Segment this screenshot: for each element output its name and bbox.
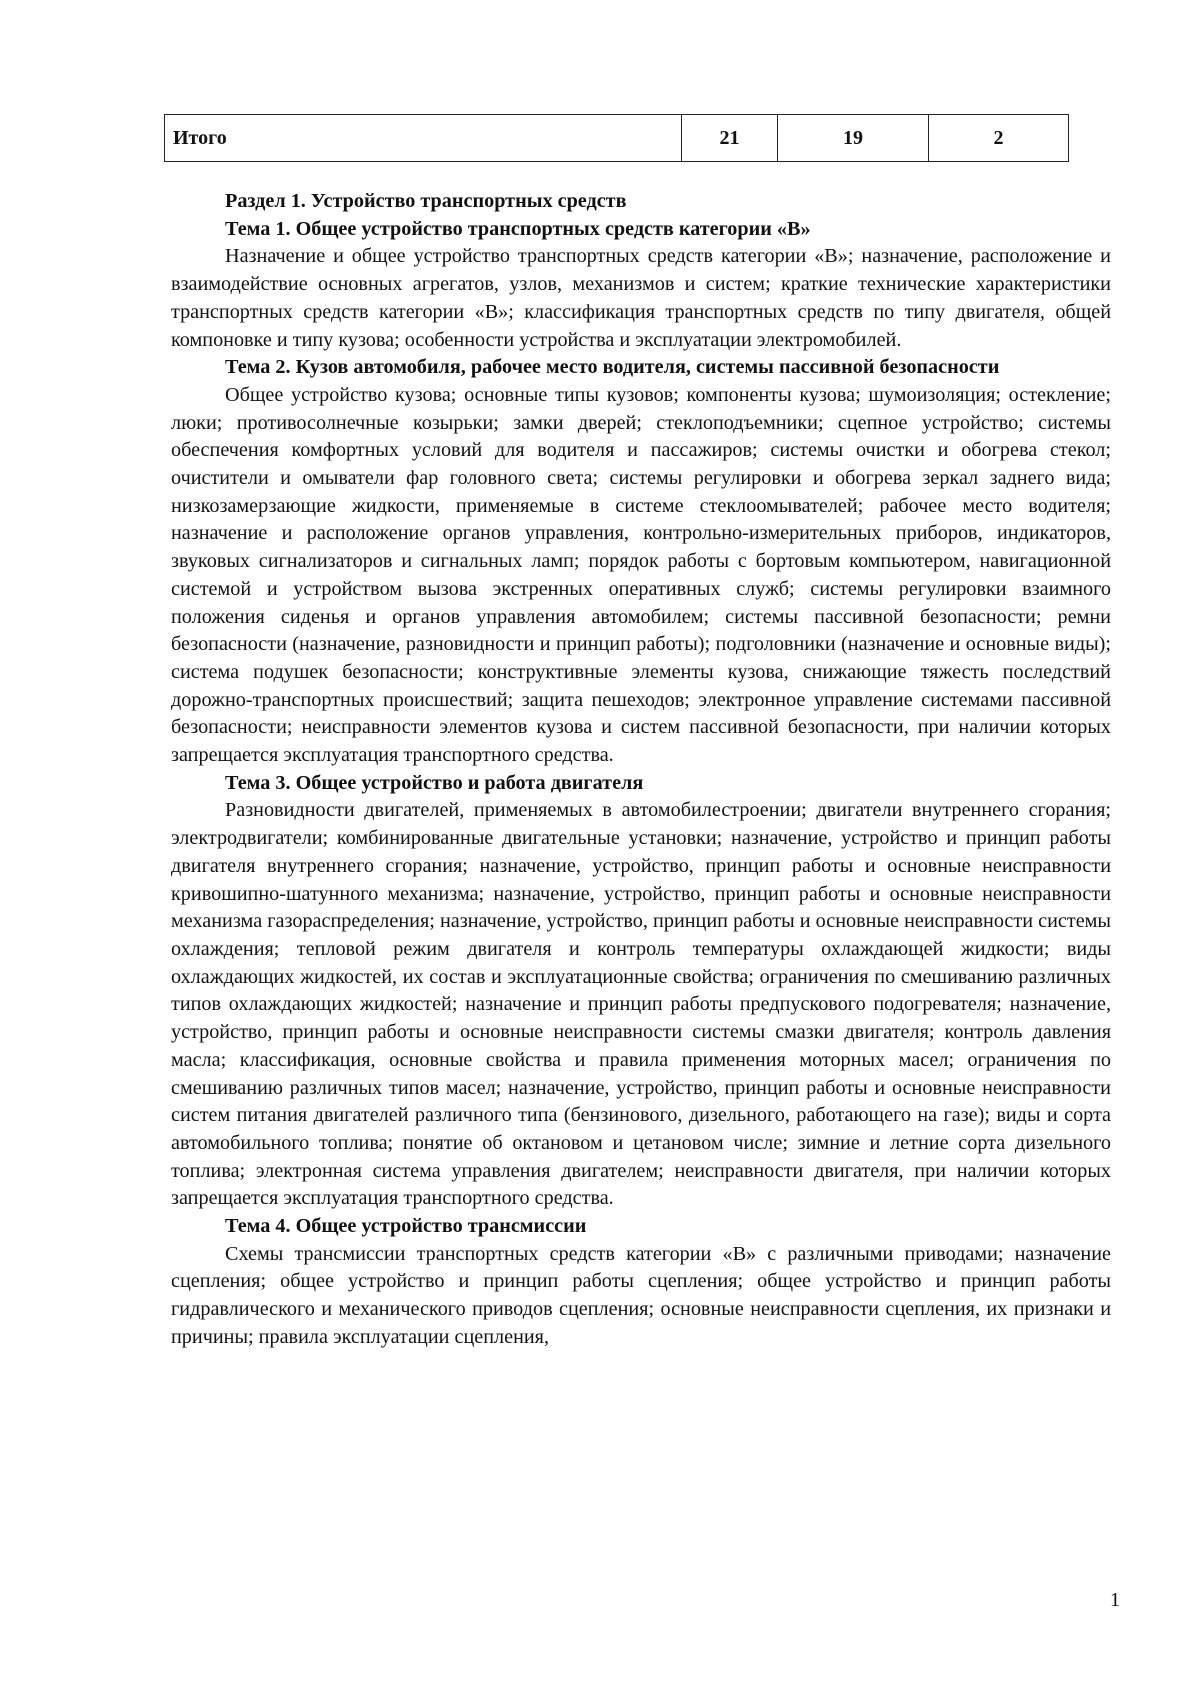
topic-1-body: Назначение и общее устройство транспортных средств категории «В»; назначение, расположение и взаимодействие основных агрегатов, узлов, механизмов и систем; краткие технические характеристики транспортных средств категории «В»; классификация транспортных средств по типу двигателя, общей компоновке и типу кузова; особенности устройства и эксплуатации электромобилей. <box>171 245 1111 351</box>
total-value-2: 19 <box>778 115 929 162</box>
total-value-3: 2 <box>929 115 1069 162</box>
total-value-1: 21 <box>682 115 778 162</box>
topic-4-title: Тема 4. Общее устройство трансмиссии <box>225 1215 587 1238</box>
topic-3-body: Разновидности двигателей, применяемых в автомобилестроении; двигатели внутреннего сгорания; электродвигатели; комбинированные двигательные установки; назначение, устройство и принцип работы двигателя внутреннего сгорания; назначение, устройство, принцип работы и основные неисправности кривошипно-шатунного механизма; назначение, устройство, принцип работы и основные неисправности механизма газораспределения; назначение, устройство, принцип работы и основные неисправности системы охлаждения; тепловой режим двигателя и контроль температуры охлаждающей жидкости; виды охлаждающих жидкостей, их состав и эксплуатационные свойства; ограничения по смешиванию различных типов охлаждающих жидкостей; назначение и принцип работы предпускового подогревателя; назначение, устройство, принцип работы и основные неисправности системы смазки двигателя; контроль давления масла; классификация, основные свойства и правила применения моторных масел; ограничения по смешиванию различных типов масел; назначение, устройство, принцип работы и основные неисправности систем питания двигателей различного типа (бензинового, дизельного, работающего на газе); виды и сорта автомобильного топлива; понятие об октановом и цетановом числе; зимние и летние сорта дизельного топлива; электронная система управления двигателем; неисправности двигателя, при наличии которых запрещается эксплуатация транспортного средства. <box>171 799 1111 1210</box>
total-row <box>165 115 1069 162</box>
topic-1-title: Тема 1. Общее устройство транспортных средств категории «В» <box>225 217 811 240</box>
section-title: Раздел 1. Устройство транспортных средств <box>225 190 627 212</box>
document-body <box>171 188 1111 1352</box>
topic-2-body: Общее устройство кузова; основные типы кузовов; компоненты кузова; шумоизоляция; остекление; люки; противосолнечные козырьки; замки дверей; стеклоподъемники; сцепное устройство; системы обеспечения комфортных условий для водителя и пассажиров; системы очистки и обогрева стекол; очистители и омыватели фар головного света; системы регулировки и обогрева зеркал заднего вида; низкозамерзающие жидкости, применяемые в системе стеклоомывателей; рабочее место водителя; назначение и расположение органов управления, контрольно-измерительных приборов, индикаторов, звуковых сигнализаторов и сигнальных ламп; порядок работы с бортовым компьютером, навигационной системой и устройством вызова экстренных оперативных служб; системы регулировки взаимного положения сиденья и органов управления автомобилем; системы пассивной безопасности; ремни безопасности (назначение, разновидности и принцип работы); подголовники (назначение и основные виды); система подушек безопасности; конструктивные элементы кузова, снижающие тяжесть последствий дорожно-транспортных происшествий; защита пешеходов; электронное управление системами пассивной безопасности; неисправности элементов кузова и систем пассивной безопасности, при наличии которых запрещается эксплуатация транспортного средства. <box>171 383 1111 767</box>
page-number: 1 <box>1110 1589 1121 1611</box>
summary-table <box>164 114 1069 162</box>
topic-2-title: Тема 2. Кузов автомобиля, рабочее место водителя, системы пассивной безопасности <box>225 356 1000 379</box>
topic-4-body: Схемы трансмиссии транспортных средств категории «В» с различными приводами; назначение сцепления; общее устройство и принцип работы сцепления; общее устройство и принцип работы гидравлического и механического приводов сцепления; основные неисправности сцепления, их признаки и причины; правила эксплуатации сцепления, <box>171 1242 1111 1348</box>
topic-3-title: Тема 3. Общее устройство и работа двигателя <box>225 771 644 794</box>
total-label: Итого <box>165 115 682 162</box>
